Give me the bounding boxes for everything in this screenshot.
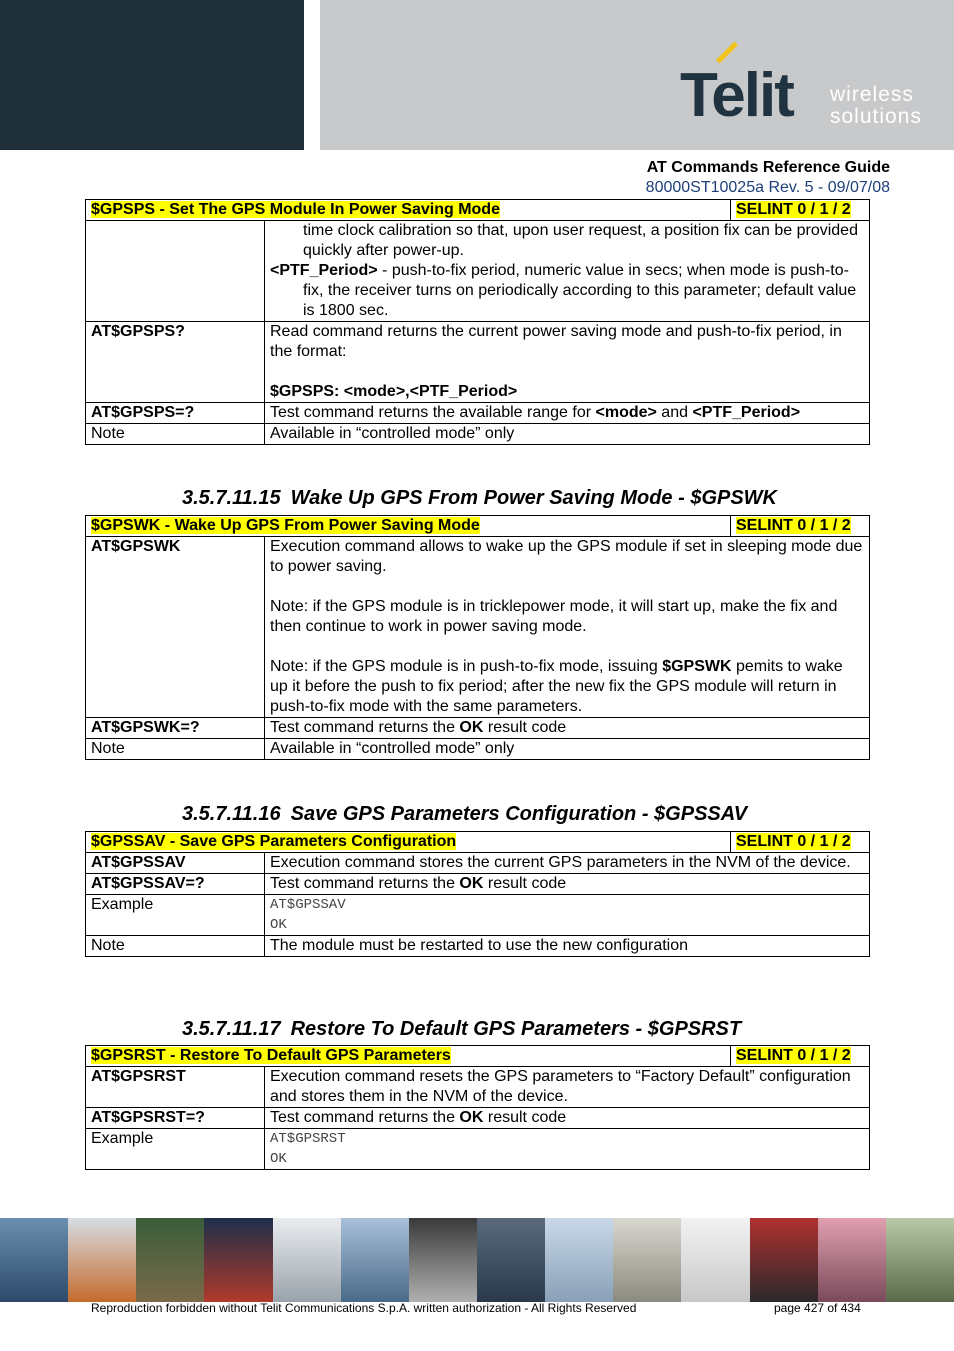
note2-pre: Note: if the GPS module is in push-to-fix mode, issuing [270,658,663,675]
header-dark-panel [0,0,304,150]
table-title-cell [86,832,731,853]
note-text: Available in “controlled mode” only [265,424,870,445]
test-pre: Test command returns the [270,719,460,736]
note-label: Note [86,739,265,760]
selint-cell [731,1046,870,1067]
test-pre: Test command returns the [270,875,460,892]
section-title: Save GPS Parameters Configuration - $GPSSAV [290,803,748,825]
section-number: 3.5.7.11.15 [182,487,281,509]
selint-cell [731,516,870,537]
footer-photo [681,1218,749,1302]
table-row [86,936,870,957]
cmd-cell: AT$GPSRST=? [86,1108,265,1129]
note-label: Note [86,424,265,445]
table-title: $GPSSAV - Save GPS Parameters Configuration [91,833,457,850]
footer-photo [341,1218,409,1302]
footer-photo [273,1218,341,1302]
test-ptf: <PTF_Period> [692,404,801,421]
footer-photo [204,1218,272,1302]
table-row [86,1108,870,1129]
example-line: OK [270,1151,287,1167]
example-label: Example [86,1129,265,1170]
section-heading [182,803,747,826]
example-line: OK [270,917,287,933]
gpsps-table [85,199,870,445]
desc-cell [265,1108,870,1129]
note-label: Note [86,936,265,957]
footer-photo [68,1218,136,1302]
example-line: AT$GPSRST [270,1131,346,1147]
desc-cell: Execution command resets the GPS parameters to “Factory Default” configuration and stores them in the NVM of the device. [265,1067,870,1108]
section-number: 3.5.7.11.17 [182,1018,281,1040]
cmd-cell: AT$GPSWK [86,537,265,718]
logo-tagline [830,84,922,128]
cmd-cell: AT$GPSRST [86,1067,265,1108]
selint-label: SELINT 0 / 1 / 2 [736,833,851,850]
cmd-cell: AT$GPSPS=? [86,403,265,424]
table-row [86,1067,870,1108]
table-title: $GPSRST - Restore To Default GPS Parameters [91,1047,451,1064]
guide-title: AT Commands Reference Guide [646,159,890,176]
gpssav-table [85,831,870,957]
note-push-to-fix [270,657,864,717]
test-ok: OK [459,875,484,892]
table-row [86,1129,870,1170]
section-heading [182,1018,741,1041]
note2-post: pemits to wake up it before the push to fix period; after the new fix the GPS module will return in push-to-fix mode with the same parameters. [270,658,843,715]
desc-cell [265,403,870,424]
footer-photo [818,1218,886,1302]
footer-photo [477,1218,545,1302]
table-title: $GPSWK - Wake Up GPS From Power Saving Mode [91,517,480,534]
test-post: result code [483,719,567,736]
selint-cell [731,200,870,221]
table-title-cell [86,516,731,537]
example-cell [265,1129,870,1170]
table-row [86,322,870,403]
selint-label: SELINT 0 / 1 / 2 [736,1047,851,1064]
table-row [86,424,870,445]
selint-label: SELINT 0 / 1 / 2 [736,201,851,218]
cmd-cell: AT$GPSPS? [86,322,265,403]
section-title: Wake Up GPS From Power Saving Mode - $GPSWK [290,487,777,509]
table-row [86,403,870,424]
note-text: Available in “controlled mode” only [265,739,870,760]
table-row [86,718,870,739]
exec-desc: Execution command allows to wake up the GPS module if set in sleeping mode due to power saving. [270,538,863,575]
test-desc: Test command returns the available range for [270,404,596,421]
selint-cell [731,832,870,853]
table-header-row [86,200,870,221]
table-row [86,895,870,936]
footer-photo [136,1218,204,1302]
gpswk-table [85,515,870,760]
section-heading [182,487,777,510]
logo-tagline-line2: solutions [830,105,922,128]
table-row [86,537,870,718]
section-title: Restore To Default GPS Parameters - $GPSRST [290,1018,742,1040]
desc-cell [265,322,870,403]
read-desc: Read command returns the current power saving mode and push-to-fix period, in the format: [270,323,842,360]
test-mode: <mode> [595,404,657,421]
param-continuation: time clock calibration so that, upon user request, a position fix can be provided quickly after power-up. [303,222,858,259]
table-row [86,221,870,322]
footer-photo [545,1218,613,1302]
footer-photo [409,1218,477,1302]
cmd-cell: AT$GPSSAV [86,853,265,874]
footer-photo [0,1218,68,1302]
test-ok: OK [459,1109,484,1126]
gpsrst-table [85,1045,870,1170]
cmd-cell: AT$GPSSAV=? [86,874,265,895]
footer-page-number: page 427 of 434 [774,1301,861,1315]
table-header-row [86,832,870,853]
test-and: and [656,404,693,421]
table-header-row [86,516,870,537]
read-format: $GPSPS: <mode>,<PTF_Period> [270,383,518,400]
test-post: result code [483,875,567,892]
cmd-cell: AT$GPSWK=? [86,718,265,739]
test-post: result code [483,1109,567,1126]
example-cell [265,895,870,936]
note2-cmd: $GPSWK [662,658,732,675]
table-row [86,874,870,895]
table-title-cell [86,200,731,221]
footer-image-strip [0,1218,954,1302]
section-number: 3.5.7.11.16 [182,803,281,825]
footer-photo [750,1218,818,1302]
desc-cell [265,718,870,739]
test-pre: Test command returns the [270,1109,460,1126]
note-tricklepower: Note: if the GPS module is in tricklepower mode, it will start up, make the fix and then continue to work in power saving mode. [270,598,838,635]
table-title: $GPSPS - Set The GPS Module In Power Saving Mode [91,201,500,218]
guide-revision: 80000ST10025a Rev. 5 - 09/07/08 [645,179,890,196]
logo-brand: Telit [680,61,793,130]
table-header-row [86,1046,870,1067]
footer-photo [886,1218,954,1302]
selint-label: SELINT 0 / 1 / 2 [736,517,851,534]
example-label: Example [86,895,265,936]
table-row [86,853,870,874]
example-line: AT$GPSSAV [270,897,346,913]
desc-cell [265,221,870,322]
cmd-cell [86,221,265,322]
footer-copyright: Reproduction forbidden without Telit Communications S.p.A. written authorization - All Rights Reserved [91,1301,637,1315]
desc-cell: Execution command stores the current GPS parameters in the NVM of the device. [265,853,870,874]
note-text: The module must be restarted to use the new configuration [265,936,870,957]
logo-tagline-line1: wireless [830,83,914,106]
param-ptf-text: - push-to-fix period, numeric value in secs; when mode is push-to-fix, the receiver turns on periodically according to this parameter; default value is 1800 sec. [303,262,857,319]
desc-cell [265,537,870,718]
test-ok: OK [459,719,484,736]
table-row [86,739,870,760]
table-title-cell [86,1046,731,1067]
param-ptf [270,261,864,321]
footer-photo [613,1218,681,1302]
telit-logo [680,58,940,133]
param-ptf-label: <PTF_Period> [270,262,378,279]
desc-cell [265,874,870,895]
